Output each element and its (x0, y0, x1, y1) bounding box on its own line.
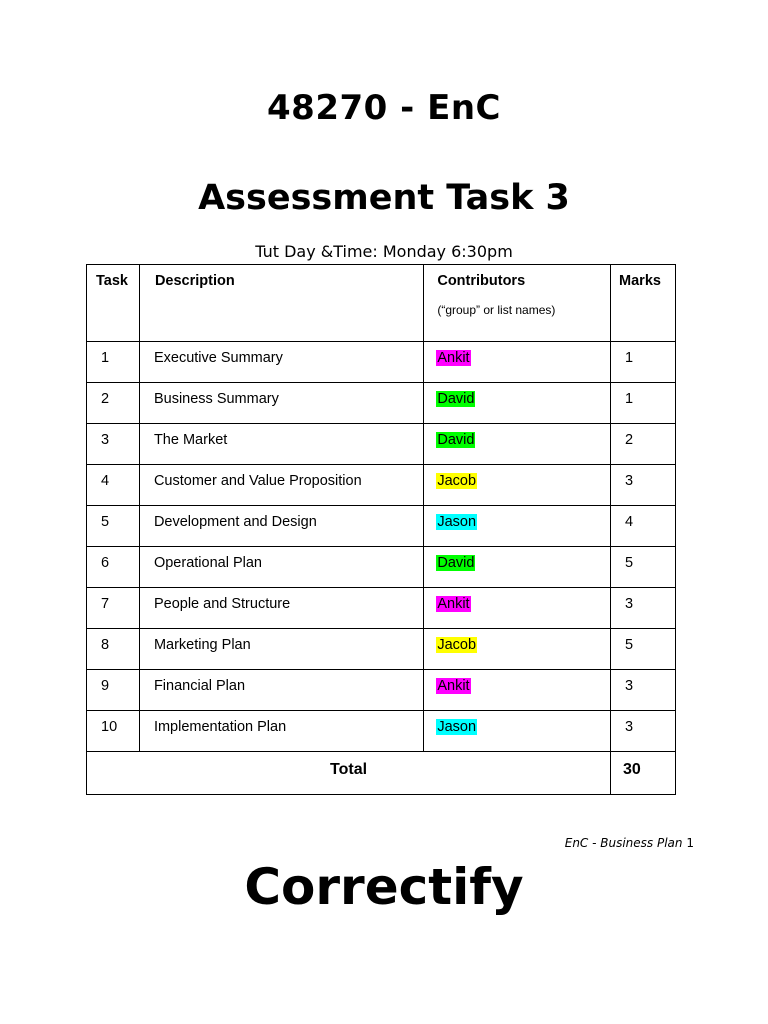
task-contributor (424, 629, 611, 670)
contributor-highlight: Jacob (437, 473, 477, 489)
total-value-text: 30 (623, 761, 641, 778)
brand-name: Correctify (244, 858, 524, 916)
contributor-highlight: Jason (437, 514, 477, 530)
header-task (87, 265, 140, 342)
task-description (139, 711, 423, 752)
total-label (87, 752, 611, 795)
task-marks (611, 506, 676, 547)
task-number-text: 9 (101, 678, 110, 694)
assessment-title: Assessment Task 3 (198, 178, 570, 218)
task-number-text: 4 (101, 473, 110, 489)
contributor-highlight: David (437, 391, 475, 407)
task-description (139, 424, 423, 465)
task-description (139, 506, 423, 547)
task-number (87, 588, 140, 629)
table-row (87, 506, 676, 547)
task-marks (611, 629, 676, 670)
task-number (87, 711, 140, 752)
task-description (139, 670, 423, 711)
task-number-text: 7 (101, 596, 110, 612)
task-marks (611, 670, 676, 711)
table-row (87, 424, 676, 465)
header-description (139, 265, 423, 342)
total-label-text: Total (330, 761, 368, 778)
task-description (139, 547, 423, 588)
task-description-text: Marketing Plan (153, 637, 251, 653)
task-description-text: Development and Design (153, 514, 317, 530)
task-number (87, 629, 140, 670)
task-contributor (424, 670, 611, 711)
task-marks-text: 3 (625, 719, 634, 735)
task-description (139, 383, 423, 424)
contributor-highlight: David (437, 432, 475, 448)
course-title: 48270 - EnC (267, 88, 501, 128)
header-marks (611, 265, 676, 342)
task-description (139, 629, 423, 670)
task-marks (611, 465, 676, 506)
task-marks (611, 342, 676, 383)
task-allocation-table (86, 264, 676, 795)
task-number (87, 383, 140, 424)
table-header-row (87, 265, 676, 342)
header-contributors-label: Contributors (437, 273, 526, 289)
task-marks (611, 547, 676, 588)
task-marks-text: 1 (625, 391, 634, 407)
task-contributor (424, 342, 611, 383)
footer-note (565, 836, 694, 850)
task-description-text: Customer and Value Proposition (153, 473, 362, 489)
task-contributor (424, 588, 611, 629)
task-description (139, 588, 423, 629)
table-row (87, 629, 676, 670)
table-row (87, 342, 676, 383)
task-contributor (424, 424, 611, 465)
task-marks-text: 3 (625, 678, 634, 694)
table-row (87, 383, 676, 424)
footer-text: EnC - Business Plan (564, 836, 683, 850)
task-number-text: 5 (101, 514, 110, 530)
task-number-text: 8 (101, 637, 110, 653)
task-contributor (424, 465, 611, 506)
task-number (87, 342, 140, 383)
task-number (87, 506, 140, 547)
task-marks (611, 588, 676, 629)
contributor-highlight: David (437, 555, 475, 571)
task-number-text: 2 (101, 391, 110, 407)
task-description (139, 465, 423, 506)
task-number-text: 6 (101, 555, 110, 571)
total-value (611, 752, 676, 795)
page-number: 1 (686, 836, 694, 850)
table-row (87, 547, 676, 588)
table-row (87, 711, 676, 752)
task-description-text: Implementation Plan (153, 719, 287, 735)
task-number (87, 547, 140, 588)
table-row (87, 670, 676, 711)
task-marks-text: 3 (625, 596, 634, 612)
task-description-text: Executive Summary (153, 350, 283, 366)
task-marks-text: 5 (625, 555, 634, 571)
total-row (87, 752, 676, 795)
contributor-highlight: Ankit (437, 678, 470, 694)
task-marks (611, 424, 676, 465)
tut-day-time: Tut Day &Time: Monday 6:30pm (255, 242, 513, 261)
contributor-highlight: Jacob (437, 637, 477, 653)
task-number-text: 1 (101, 350, 110, 366)
task-contributor (424, 547, 611, 588)
task-number (87, 670, 140, 711)
task-description-text: Business Summary (153, 391, 279, 407)
contributor-highlight: Ankit (437, 350, 470, 366)
task-marks-text: 2 (625, 432, 634, 448)
task-description-text: The Market (153, 432, 228, 448)
task-marks-text: 3 (625, 473, 634, 489)
task-description-text: Operational Plan (153, 555, 262, 571)
task-contributor (424, 383, 611, 424)
task-marks (611, 383, 676, 424)
header-marks-label: Marks (619, 273, 661, 289)
header-contributors (424, 265, 611, 342)
table-row (87, 465, 676, 506)
task-marks (611, 711, 676, 752)
task-number (87, 465, 140, 506)
contributor-highlight: Jason (437, 719, 477, 735)
task-number (87, 424, 140, 465)
task-marks-text: 5 (625, 637, 634, 653)
header-contributors-hint: (“group” or list names) (437, 303, 556, 317)
task-description-text: People and Structure (153, 596, 291, 612)
task-number-text: 10 (101, 719, 118, 735)
task-marks-text: 4 (625, 514, 634, 530)
task-contributor (424, 711, 611, 752)
header-task-label: Task (96, 273, 128, 289)
task-description (139, 342, 423, 383)
table-row (87, 588, 676, 629)
task-marks-text: 1 (625, 350, 634, 366)
task-description-text: Financial Plan (153, 678, 246, 694)
contributor-highlight: Ankit (437, 596, 470, 612)
task-contributor (424, 506, 611, 547)
task-number-text: 3 (101, 432, 110, 448)
header-description-label: Description (154, 273, 235, 289)
